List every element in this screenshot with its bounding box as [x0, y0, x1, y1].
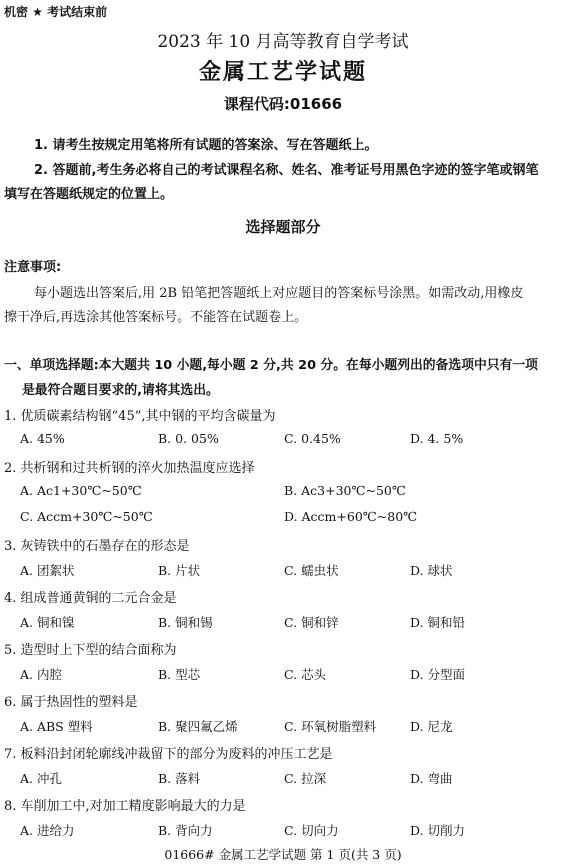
q2-option-a: A. Ac1+30℃~50℃ — [20, 483, 142, 498]
question-2: 2. 共析钢和过共析钢的淬火加热温度应选择 — [4, 461, 255, 476]
exam-title: 2023 年 10 月高等教育自学考试 — [157, 32, 409, 52]
course-code: 课程代码:01666 — [223, 95, 343, 113]
question-8: 8. 车削加工中,对加工精度影响最大的力是 — [4, 799, 246, 814]
q2-option-d: D. Accm+60℃~80℃ — [284, 509, 418, 524]
q3-option-a: A. 团絮状 — [20, 563, 75, 578]
section-title: 选择题部分 — [245, 218, 321, 236]
question-3: 3. 灰铸铁中的石墨存在的形态是 — [4, 539, 190, 554]
notice-line-2: 擦干净后,再选涂其他答案标号。不能答在试题卷上。 — [4, 310, 308, 325]
q1-option-d: D. 4. 5% — [410, 431, 464, 446]
q8-option-a: A. 进给力 — [20, 823, 75, 838]
question-5: 5. 造型时上下型的结合面称为 — [4, 643, 177, 658]
q2-option-c: C. Accm+30℃~50℃ — [20, 509, 153, 524]
question-4: 4. 组成普通黄铜的二元合金是 — [4, 591, 177, 606]
q2-option-b: B. Ac3+30℃~50℃ — [284, 483, 406, 498]
q1-option-b: B. 0. 05% — [158, 431, 219, 446]
instruction-2-cont: 填写在答题纸规定的位置上。 — [4, 187, 174, 202]
q5-option-b: B. 型芯 — [158, 667, 201, 682]
q6-option-d: D. 尼龙 — [410, 719, 453, 734]
q7-option-d: D. 弯曲 — [410, 771, 453, 786]
q3-option-b: B. 片状 — [158, 563, 201, 578]
q8-option-b: B. 背向力 — [158, 823, 213, 838]
question-1: 1. 优质碳素结构钢“45”,其中钢的平均含碳量为 — [4, 409, 276, 424]
q3-option-d: D. 球状 — [410, 563, 453, 578]
page-footer: 01666# 金属工艺学试题 第 1 页(共 3 页) — [164, 847, 402, 862]
instruction-2: 2. 答题前,考生务必将自己的考试课程名称、姓名、准考证号用黑色字迹的签字笔或钢笔 — [34, 163, 539, 178]
q4-option-b: B. 铜和锡 — [158, 615, 213, 630]
q4-option-c: C. 铜和锌 — [284, 615, 339, 630]
question-6: 6. 属于热固性的塑料是 — [4, 695, 138, 710]
notice-title: 注意事项: — [4, 260, 62, 275]
q6-option-c: C. 环氧树脂塑料 — [284, 719, 377, 734]
q6-option-b: B. 聚四氟乙烯 — [158, 719, 238, 734]
q7-option-b: B. 落料 — [158, 771, 201, 786]
instruction-1: 1. 请考生按规定用笔将所有试题的答案涂、写在答题纸上。 — [34, 138, 378, 153]
paper-title: 金属工艺学试题 — [198, 60, 367, 85]
q5-option-c: C. 芯头 — [284, 667, 327, 682]
q4-option-d: D. 铜和铅 — [410, 615, 466, 630]
q1-option-a: A. 45% — [20, 431, 65, 446]
q8-option-c: C. 切向力 — [284, 823, 339, 838]
question-7: 7. 板料沿封闭轮廓线冲裁留下的部分为废料的冲压工艺是 — [4, 747, 333, 762]
q3-option-c: C. 蠕虫状 — [284, 563, 339, 578]
q1-option-c: C. 0.45% — [284, 431, 341, 446]
q8-option-d: D. 切削力 — [410, 823, 466, 838]
q7-option-c: C. 拉深 — [284, 771, 327, 786]
part1-heading: 一、单项选择题:本大题共 10 小题,每小题 2 分,共 20 分。在每小题列出的备选项中只有一项 — [4, 358, 538, 373]
q5-option-d: D. 分型面 — [410, 667, 466, 682]
notice-line-1: 每小题选出答案后,用 2B 铅笔把答题纸上对应题目的答案标号涂黑。如需改动,用橡皮 — [34, 286, 524, 301]
q6-option-a: A. ABS 塑料 — [20, 719, 93, 734]
q5-option-a: A. 内腔 — [20, 667, 62, 682]
q4-option-a: A. 铜和镍 — [20, 615, 75, 630]
q7-option-a: A. 冲孔 — [20, 771, 62, 786]
part1-heading-cont: 是最符合题目要求的,请将其选出。 — [22, 383, 219, 398]
confidential-label: 机密 ★ 考试结束前 — [4, 5, 108, 19]
